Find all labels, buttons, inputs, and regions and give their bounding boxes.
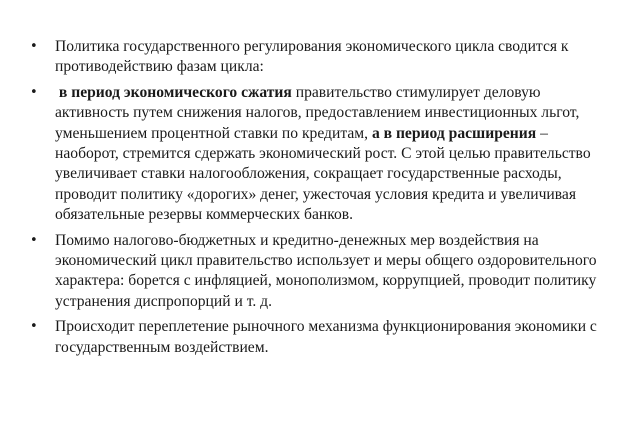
bullet-text: Происходит переплетение рыночного механизма функционирования экономики с государственным воздействием.: [55, 318, 597, 356]
bullet-text: Помимо налогово-бюджетных и кредитно-денежных мер воздействия на экономический цикл правительство использует и меры общего оздоровительного характера: борется с инфляцией, монополизмом, коррупцией, проводит политику устранения диспропорций и т. д.: [55, 231, 597, 310]
bullet-text-part-1: правительство стимулирует деловую активность путем снижения налогов, предоставлением инвестиционных льгот, уменьшением процентной ставки по кредитам,: [55, 83, 580, 142]
bullet-item-2: [30, 83, 608, 226]
bullet-text: Политика государственного регулирования экономического цикла сводится к противодействию фазам цикла:: [55, 38, 569, 76]
bullet-item-1: [30, 37, 608, 78]
bullet-list: [30, 37, 608, 363]
bullet-item-3: [30, 231, 608, 313]
bullet-icon: •: [30, 39, 38, 54]
bullet-text-bold-expansion: а в период расширения: [371, 124, 537, 142]
bullet-text-part-2: – наоборот, стремится сдержать экономический рост. С этой целью правительство увеличивает ставки налогообложения, сокращает государственные расходы, проводит политику «дорогих» денег, ужесточая условия кредита и увеличивая обязательные резервы коммерческих банков.: [55, 124, 591, 224]
bullet-text-bold-contraction: в период экономического сжатия: [58, 83, 292, 101]
bullet-icon: •: [30, 232, 38, 248]
bullet-icon: •: [30, 319, 38, 335]
bullet-item-4: [30, 317, 608, 358]
bullet-icon: •: [30, 84, 38, 100]
